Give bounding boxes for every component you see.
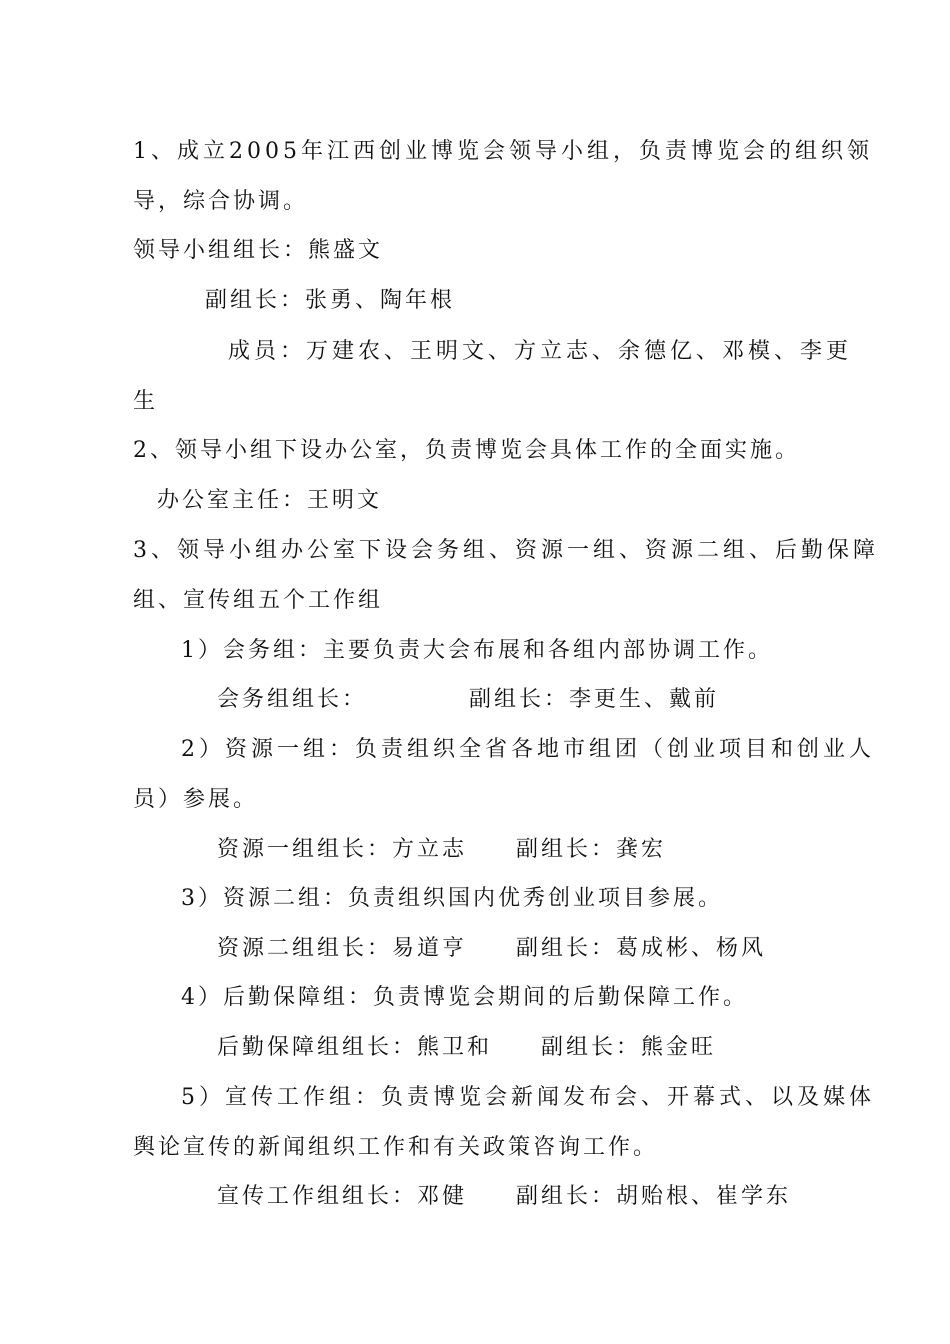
group2-leader: 资源一组组长：方立志: [217, 837, 468, 862]
members-line1: 成员：万建农、王明文、方立志、余德亿、邓模、李更: [228, 339, 853, 364]
group2-deputy: 副组长：龚宏: [516, 837, 667, 862]
group1-deputy: 副组长：李更生、戴前: [469, 687, 720, 712]
group1-leader: 会务组组长：: [217, 687, 368, 712]
group1-desc: 1）会务组：主要负责大会布展和各组内部协调工作。: [181, 638, 773, 663]
members-line2: 生: [133, 389, 159, 414]
group5-desc-line1: 5）宣传工作组：负责博览会新闻发布会、开幕式、以及媒体: [181, 1085, 875, 1110]
group2-desc-line1: 2）资源一组：负责组织全省各地市组团（创业项目和创业人: [181, 737, 875, 762]
group3-deputy: 副组长：葛成彬、杨风: [516, 936, 767, 961]
group4-desc: 4）后勤保障组：负责博览会期间的后勤保障工作。: [181, 985, 748, 1010]
deputy-line: 副组长：张勇、陶年根: [205, 288, 456, 313]
group4-leader: 后勤保障组组长：熊卫和: [217, 1035, 493, 1060]
group5-desc-line2: 舆论宣传的新闻组织工作和有关政策咨询工作。: [133, 1135, 659, 1160]
group2-desc-line2: 员）参展。: [133, 787, 259, 812]
item1-line2: 导，综合协调。: [133, 189, 309, 214]
leader-line: 领导小组组长：熊盛文: [133, 238, 384, 263]
group5-deputy: 副组长：胡贻根、崔学东: [516, 1184, 792, 1209]
group4-deputy: 副组长：熊金旺: [541, 1035, 717, 1060]
item2-line1: 2、领导小组下设办公室，负责博览会具体工作的全面实施。: [133, 438, 800, 463]
item3-line2: 组、宣传组五个工作组: [133, 588, 384, 613]
group3-desc: 3）资源二组：负责组织国内优秀创业项目参展。: [181, 886, 723, 911]
item3-line1: 3、领导小组办公室下设会务组、资源一组、资源二组、后勤保障: [133, 538, 879, 563]
group5-leader: 宣传工作组组长：邓健: [217, 1184, 468, 1209]
office-director-line: 办公室主任：王明文: [157, 488, 383, 513]
item1-line1: 1、成立2005年江西创业博览会领导小组，负责博览会的组织领: [133, 139, 873, 164]
group3-leader: 资源二组组长：易道亨: [217, 936, 468, 961]
